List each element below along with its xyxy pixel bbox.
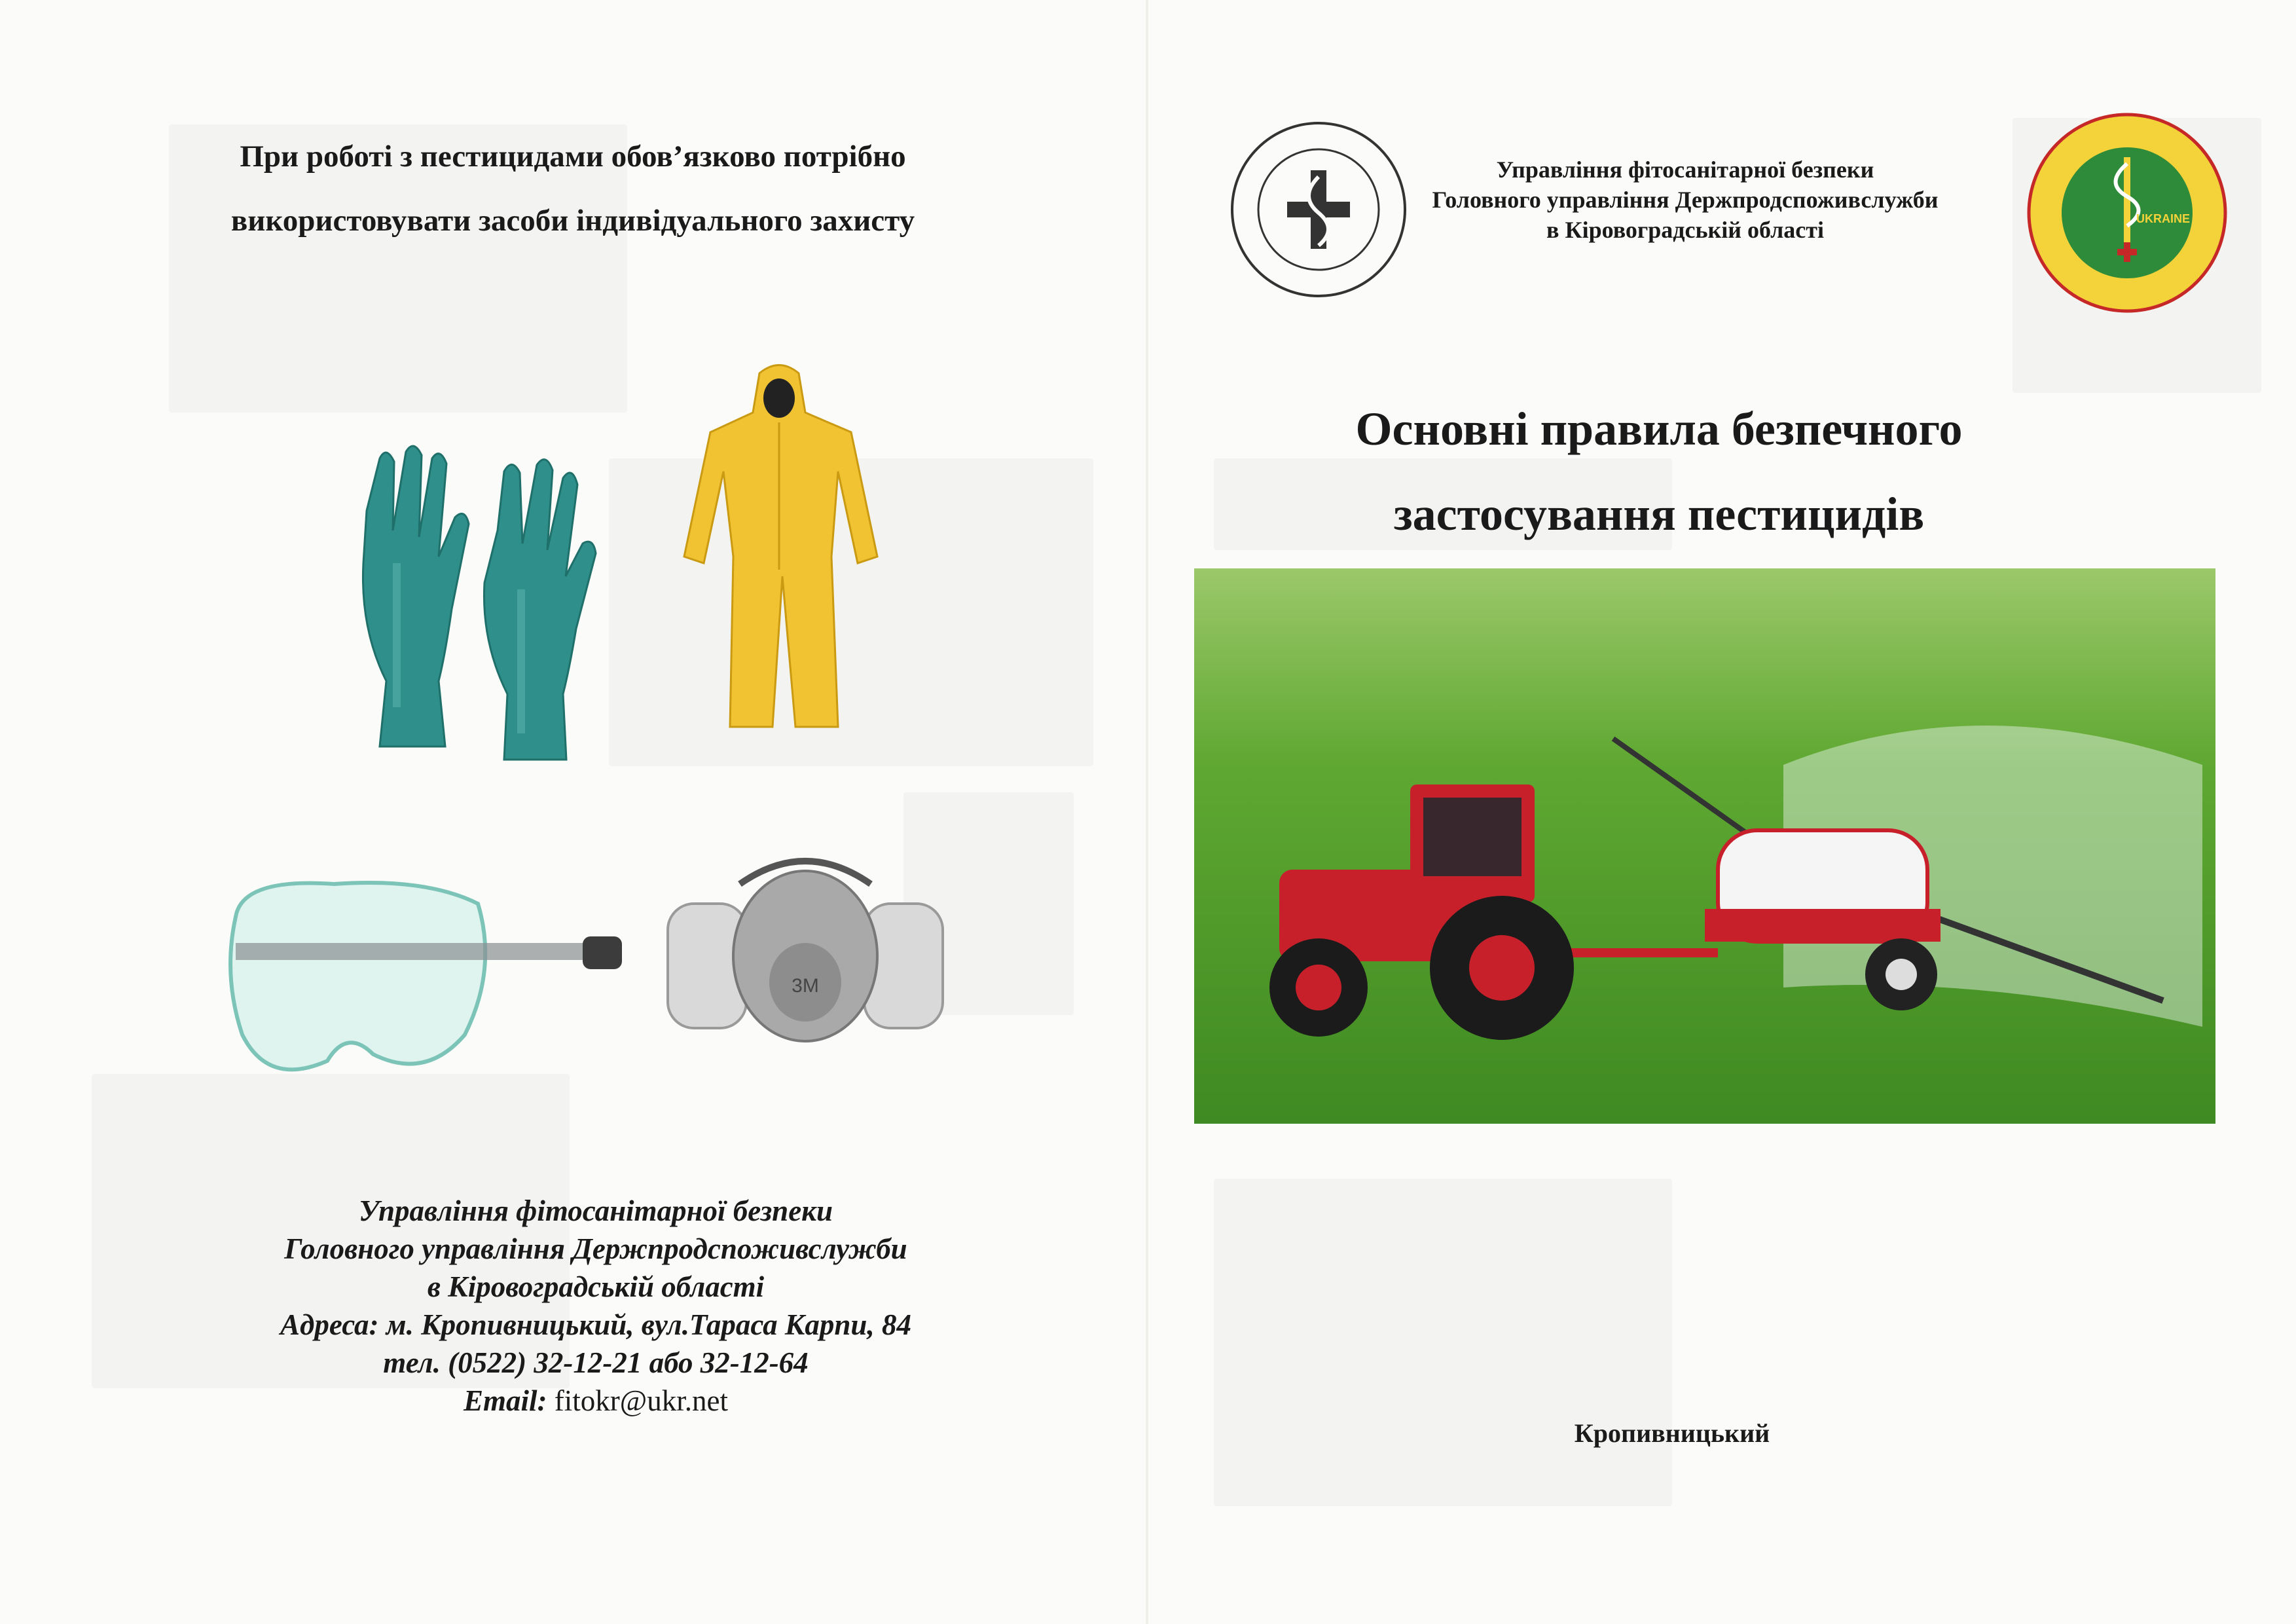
emblem-badge: UKRAINE — [2136, 212, 2191, 225]
right-panel — [1148, 0, 2296, 1624]
title-line2: застосування пестицидів — [1393, 488, 1925, 540]
title-line1: Основні правила безпечного — [1355, 403, 1963, 455]
contact-line2: Головного управління Держпродспоживслужби — [284, 1232, 907, 1265]
email-label: Email: — [464, 1384, 547, 1417]
org-line3: в Кіровоградській області — [1546, 217, 1824, 243]
org-line1: Управління фітосанітарної безпеки — [1496, 157, 1874, 183]
goggles-icon — [216, 864, 635, 1100]
org-header — [1391, 155, 1980, 245]
ppe-heading-line2: використовувати засоби індивідуального захисту — [230, 204, 915, 238]
state-seal-icon — [1227, 118, 1410, 301]
respirator-badge: 3M — [792, 975, 819, 997]
protective-suit-icon — [674, 360, 884, 740]
phytosanitary-seal-icon — [2026, 111, 2229, 314]
contact-line1: Управління фітосанітарної безпеки — [358, 1194, 833, 1227]
protective-suit-image — [674, 360, 884, 740]
contact-address: Адреса: м. Кропивницький, вул.Тараса Карпи, 84 — [280, 1308, 911, 1341]
ghost-block — [1214, 1179, 1672, 1506]
respirator-icon — [661, 845, 949, 1061]
tractor-photo-icon — [1194, 568, 2215, 1124]
brochure-title — [1233, 386, 2085, 557]
gloves-icon — [340, 432, 615, 773]
state-service-emblem — [1227, 118, 1410, 301]
left-panel — [0, 0, 1146, 1624]
goggles-image — [216, 864, 635, 1100]
contact-email — [170, 1382, 1021, 1420]
phytosanitary-emblem — [2026, 111, 2229, 314]
contact-block — [170, 1192, 1021, 1420]
city-label: Кропивницький — [1574, 1418, 1770, 1448]
contact-phone: тел. (0522) 32-12-21 або 32-12-64 — [383, 1346, 809, 1379]
ppe-heading — [131, 124, 1015, 253]
org-line2: Головного управління Держпродспоживслужби — [1432, 187, 1939, 213]
tractor-spraying-photo — [1194, 568, 2215, 1124]
gloves-image — [340, 432, 615, 773]
contact-line3: в Кіровоградській області — [427, 1270, 765, 1303]
respirator-image — [661, 845, 949, 1061]
email-link[interactable]: fitokr@ukr.net — [547, 1384, 728, 1417]
ppe-heading-line1: При роботі з пестицидами обов’язково потрібно — [240, 139, 906, 174]
